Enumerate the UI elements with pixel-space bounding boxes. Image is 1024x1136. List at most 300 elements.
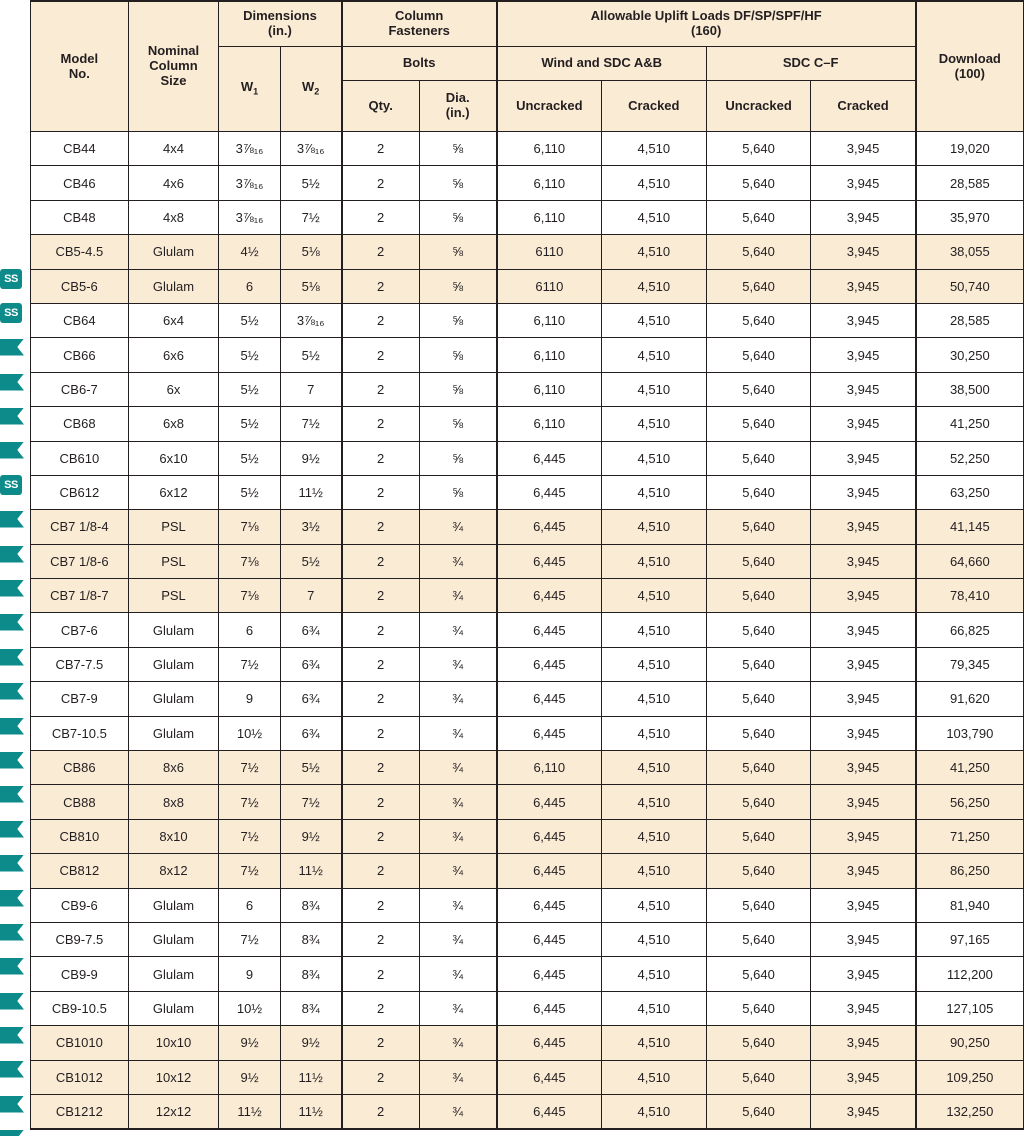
cell-w1: 6 [219,888,280,922]
cell-bolt-dia: ⅝ [419,372,497,406]
cell-w1: 7⅛ [219,544,280,578]
cell-sdc-cracked: 3,945 [811,716,916,750]
cell-bolt-dia: ¾ [419,751,497,785]
cell-nominal-size: 12x12 [128,1094,219,1129]
header-column-fasteners-line2: Fasteners [388,23,450,38]
cell-download: 71,250 [916,819,1024,853]
header-dimensions-line1: Dimensions [243,8,317,24]
table-row [31,235,1024,269]
header-w1 [219,47,280,132]
cell-nominal-size: Glulam [128,957,219,991]
cell-wind-cracked: 4,510 [601,785,706,819]
cell-download: 81,940 [916,888,1024,922]
cell-sdc-cracked: 3,945 [811,441,916,475]
cell-w2: 8¾ [280,922,341,956]
cell-w1: 9 [219,957,280,991]
cell-wind-cracked: 4,510 [601,716,706,750]
table-row [31,785,1024,819]
cell-wind-uncracked: 6,110 [497,132,602,166]
cell-wind-uncracked: 6,445 [497,613,602,647]
cell-download: 90,250 [916,1026,1024,1060]
cell-bolt-dia: ⅝ [419,475,497,509]
cell-w1: 7½ [219,647,280,681]
cell-w1: 9½ [219,1060,280,1094]
download-flag-icon [0,339,24,356]
table-row [31,269,1024,303]
cell-w1: 5½ [219,303,280,337]
cell-bolt-qty: 2 [342,235,420,269]
header-allowable-uplift [497,1,916,47]
cell-sdc-uncracked: 5,640 [706,132,811,166]
cell-w2: 7 [280,579,341,613]
cell-w2: 3⅞₁₆ [280,303,341,337]
cell-sdc-uncracked: 5,640 [706,407,811,441]
header-sdc-cracked [811,81,916,132]
cell-wind-uncracked: 6,445 [497,475,602,509]
cell-wind-uncracked: 6,445 [497,854,602,888]
header-uplift-line2: (160) [691,23,722,38]
marker-gutter [0,0,30,1136]
cell-bolt-qty: 2 [342,475,420,509]
cell-bolt-dia: ¾ [419,510,497,544]
download-flag-icon [0,374,24,391]
header-nominal-column-size [128,1,219,132]
cell-bolt-qty: 2 [342,579,420,613]
cell-sdc-cracked: 3,945 [811,200,916,234]
header-download-line1: Download [938,50,1001,66]
cell-download: 79,345 [916,647,1024,681]
cell-wind-cracked: 4,510 [601,647,706,681]
table-row [31,166,1024,200]
cell-bolt-dia: ⅝ [419,200,497,234]
cell-wind-cracked: 4,510 [601,200,706,234]
cell-model-no: CB1012 [31,1060,129,1094]
table-row [31,510,1024,544]
download-flag-icon [0,752,24,769]
header-uplift-line1: Allowable Uplift Loads DF/SP/SPF/HF [590,8,822,24]
cell-download: 97,165 [916,922,1024,956]
cell-wind-uncracked: 6,445 [497,819,602,853]
cell-nominal-size: 6x12 [128,475,219,509]
table-row [31,303,1024,337]
cell-sdc-cracked: 3,945 [811,647,916,681]
header-bolts [342,47,497,81]
table-row [31,613,1024,647]
cell-bolt-dia: ⅝ [419,303,497,337]
cell-sdc-cracked: 3,945 [811,407,916,441]
cell-bolt-dia: ¾ [419,854,497,888]
cell-nominal-size: 6x [128,372,219,406]
cell-sdc-cracked: 3,945 [811,1094,916,1129]
cell-bolt-dia: ⅝ [419,235,497,269]
cell-w2: 11½ [280,1060,341,1094]
header-sdc-cf-label: SDC C–F [782,55,839,71]
cell-wind-cracked: 4,510 [601,132,706,166]
download-flag-icon [0,546,24,563]
cell-bolt-dia: ⅝ [419,441,497,475]
cell-download: 38,055 [916,235,1024,269]
cell-model-no: CB68 [31,407,129,441]
cell-sdc-uncracked: 5,640 [706,991,811,1025]
cell-bolt-dia: ¾ [419,991,497,1025]
cell-model-no: CB5-6 [31,269,129,303]
cell-wind-uncracked: 6,445 [497,991,602,1025]
download-flag-icon [0,718,24,735]
download-flag-icon [0,511,24,528]
cell-bolt-qty: 2 [342,888,420,922]
cell-model-no: CB7-6 [31,613,129,647]
cell-sdc-cracked: 3,945 [811,303,916,337]
cell-wind-uncracked: 6,445 [497,1094,602,1129]
cell-nominal-size: Glulam [128,613,219,647]
cell-sdc-cracked: 3,945 [811,132,916,166]
header-bolt-qty-label: Qty. [368,97,393,113]
cell-bolt-qty: 2 [342,1026,420,1060]
cell-bolt-dia: ¾ [419,819,497,853]
cell-wind-uncracked: 6,110 [497,407,602,441]
cell-sdc-uncracked: 5,640 [706,1026,811,1060]
cell-bolt-qty: 2 [342,751,420,785]
download-flag-icon [0,1027,24,1044]
cell-wind-uncracked: 6,445 [497,510,602,544]
cell-bolt-qty: 2 [342,303,420,337]
cell-model-no: CB812 [31,854,129,888]
table-row [31,716,1024,750]
download-flag-icon [0,855,24,872]
download-flag-icon [0,408,24,425]
cell-download: 109,250 [916,1060,1024,1094]
cell-wind-uncracked: 6,445 [497,682,602,716]
header-w2-sub: 2 [314,87,320,98]
cell-download: 132,250 [916,1094,1024,1129]
header-nominal-line2: Column [149,58,198,74]
download-flag-icon [0,442,24,459]
download-flag-icon [0,924,24,941]
cell-nominal-size: Glulam [128,647,219,681]
cell-wind-cracked: 4,510 [601,166,706,200]
cell-wind-cracked: 4,510 [601,922,706,956]
cell-nominal-size: PSL [128,579,219,613]
cell-w1: 7½ [219,819,280,853]
cell-download: 30,250 [916,338,1024,372]
cell-sdc-cracked: 3,945 [811,475,916,509]
table-row [31,132,1024,166]
download-flag-icon [0,890,24,907]
cell-sdc-uncracked: 5,640 [706,647,811,681]
cell-w2: 11½ [280,475,341,509]
cell-bolt-qty: 2 [342,407,420,441]
cell-wind-cracked: 4,510 [601,819,706,853]
cell-download: 86,250 [916,854,1024,888]
cell-nominal-size: 6x4 [128,303,219,337]
table-row [31,1026,1024,1060]
cell-download: 41,250 [916,751,1024,785]
cell-bolt-dia: ¾ [419,957,497,991]
cell-sdc-cracked: 3,945 [811,682,916,716]
cell-bolt-qty: 2 [342,372,420,406]
cell-wind-cracked: 4,510 [601,991,706,1025]
cell-nominal-size: Glulam [128,991,219,1025]
cell-bolt-dia: ¾ [419,544,497,578]
cell-bolt-dia: ⅝ [419,269,497,303]
cell-wind-cracked: 4,510 [601,1060,706,1094]
cell-model-no: CB7-7.5 [31,647,129,681]
cell-w2: 6¾ [280,613,341,647]
cell-sdc-uncracked: 5,640 [706,785,811,819]
download-flag-icon [0,958,24,975]
cell-nominal-size: 8x6 [128,751,219,785]
cell-model-no: CB7 1/8-6 [31,544,129,578]
cell-download: 103,790 [916,716,1024,750]
cell-model-no: CB5-4.5 [31,235,129,269]
cell-download: 19,020 [916,132,1024,166]
table-row [31,819,1024,853]
cell-sdc-cracked: 3,945 [811,579,916,613]
header-column-fasteners-line1: Column [394,8,444,24]
download-flag-icon [0,993,24,1010]
cell-nominal-size: Glulam [128,682,219,716]
cell-nominal-size: 4x6 [128,166,219,200]
cell-w2: 5½ [280,751,341,785]
header-wind-sdc-ab [497,47,706,81]
cell-bolt-qty: 2 [342,1060,420,1094]
cell-wind-uncracked: 6110 [497,235,602,269]
cell-sdc-uncracked: 5,640 [706,166,811,200]
cell-bolt-dia: ¾ [419,1094,497,1129]
cell-download: 64,660 [916,544,1024,578]
header-dimensions [219,1,342,47]
cell-download: 112,200 [916,957,1024,991]
cell-sdc-uncracked: 5,640 [706,544,811,578]
table-body [31,132,1024,1130]
cell-wind-cracked: 4,510 [601,1026,706,1060]
table-row [31,854,1024,888]
cell-bolt-qty: 2 [342,200,420,234]
cell-sdc-uncracked: 5,640 [706,716,811,750]
header-dimensions-line2: (in.) [268,23,292,38]
table-row [31,579,1024,613]
cell-model-no: CB86 [31,751,129,785]
cell-sdc-uncracked: 5,640 [706,1094,811,1129]
cell-wind-uncracked: 6,445 [497,647,602,681]
cell-w1: 5½ [219,338,280,372]
cell-model-no: CB1010 [31,1026,129,1060]
cell-sdc-uncracked: 5,640 [706,269,811,303]
header-sdc-cracked-label: Cracked [837,97,889,113]
cell-wind-cracked: 4,510 [601,441,706,475]
cell-sdc-uncracked: 5,640 [706,303,811,337]
cell-nominal-size: 10x12 [128,1060,219,1094]
cell-bolt-qty: 2 [342,613,420,647]
table-row [31,647,1024,681]
stainless-steel-badge: SS [0,303,22,323]
header-w2 [280,47,341,132]
cell-sdc-uncracked: 5,640 [706,200,811,234]
cell-bolt-dia: ¾ [419,716,497,750]
table-row [31,922,1024,956]
cell-wind-cracked: 4,510 [601,407,706,441]
table-row [31,407,1024,441]
cell-sdc-cracked: 3,945 [811,235,916,269]
cell-w1: 7½ [219,854,280,888]
cell-nominal-size: 10x10 [128,1026,219,1060]
cell-sdc-uncracked: 5,640 [706,854,811,888]
cell-wind-cracked: 4,510 [601,269,706,303]
header-nominal-line1: Nominal [147,43,200,59]
cell-bolt-dia: ¾ [419,647,497,681]
cell-model-no: CB88 [31,785,129,819]
cell-w1: 5½ [219,441,280,475]
cell-w1: 9½ [219,1026,280,1060]
cell-model-no: CB64 [31,303,129,337]
cell-sdc-cracked: 3,945 [811,269,916,303]
cell-nominal-size: Glulam [128,235,219,269]
cell-model-no: CB9-7.5 [31,922,129,956]
table-row [31,991,1024,1025]
cell-sdc-uncracked: 5,640 [706,235,811,269]
cell-model-no: CB7-10.5 [31,716,129,750]
cell-nominal-size: 4x8 [128,200,219,234]
header-nominal-line3: Size [160,72,187,88]
cell-download: 28,585 [916,303,1024,337]
download-flag-icon [0,614,24,631]
header-bolt-dia-line2: (in.) [445,105,470,120]
header-model-no-line2: No. [68,65,90,81]
cell-bolt-qty: 2 [342,785,420,819]
table-row [31,441,1024,475]
cell-sdc-cracked: 3,945 [811,991,916,1025]
cell-bolt-qty: 2 [342,132,420,166]
table-row [31,682,1024,716]
cell-sdc-uncracked: 5,640 [706,922,811,956]
cell-bolt-qty: 2 [342,957,420,991]
cell-wind-cracked: 4,510 [601,235,706,269]
cell-sdc-cracked: 3,945 [811,785,916,819]
table-row [31,372,1024,406]
cell-nominal-size: 6x6 [128,338,219,372]
cell-wind-uncracked: 6110 [497,269,602,303]
cell-wind-uncracked: 6,110 [497,372,602,406]
cell-w2: 8¾ [280,957,341,991]
cell-sdc-cracked: 3,945 [811,613,916,647]
cell-bolt-dia: ¾ [419,613,497,647]
header-wind-sdc-ab-label: Wind and SDC A&B [541,55,663,71]
cell-model-no: CB610 [31,441,129,475]
header-wind-uncracked-label: Uncracked [516,97,583,113]
cell-sdc-cracked: 3,945 [811,544,916,578]
table-row [31,544,1024,578]
cell-w1: 7½ [219,922,280,956]
header-column-fasteners [342,1,497,47]
cell-w2: 7½ [280,200,341,234]
cell-wind-uncracked: 6,445 [497,579,602,613]
cell-bolt-qty: 2 [342,338,420,372]
cell-sdc-cracked: 3,945 [811,854,916,888]
cell-wind-cracked: 4,510 [601,475,706,509]
cell-download: 52,250 [916,441,1024,475]
cell-bolt-qty: 2 [342,854,420,888]
table-row [31,338,1024,372]
cell-wind-cracked: 4,510 [601,1094,706,1129]
cell-w1: 6 [219,269,280,303]
header-row-1 [31,1,1024,47]
cell-wind-cracked: 4,510 [601,888,706,922]
cell-w2: 11½ [280,854,341,888]
cell-w1: 10½ [219,716,280,750]
cell-bolt-dia: ⅝ [419,338,497,372]
header-bolt-dia [419,81,497,132]
table-row [31,957,1024,991]
cell-wind-cracked: 4,510 [601,613,706,647]
cell-sdc-cracked: 3,945 [811,751,916,785]
download-flag-icon [0,1096,24,1113]
download-flag-icon [0,786,24,803]
cell-sdc-uncracked: 5,640 [706,579,811,613]
cell-bolt-dia: ¾ [419,1026,497,1060]
cell-w2: 5½ [280,166,341,200]
cell-sdc-uncracked: 5,640 [706,682,811,716]
cell-sdc-cracked: 3,945 [811,338,916,372]
cell-nominal-size: 8x10 [128,819,219,853]
cell-wind-uncracked: 6,445 [497,1060,602,1094]
cell-w1: 9 [219,682,280,716]
cell-w2: 5⅛ [280,269,341,303]
header-wind-cracked [601,81,706,132]
cell-nominal-size: Glulam [128,922,219,956]
header-sdc-uncracked [706,81,811,132]
cell-w2: 11½ [280,1094,341,1129]
cell-wind-cracked: 4,510 [601,372,706,406]
table-row [31,475,1024,509]
cell-sdc-cracked: 3,945 [811,166,916,200]
download-flag-icon [0,1130,24,1136]
cell-download: 35,970 [916,200,1024,234]
cell-download: 63,250 [916,475,1024,509]
download-flag-icon [0,649,24,666]
header-model-no [31,1,129,132]
header-bolts-label: Bolts [402,55,436,71]
cell-sdc-cracked: 3,945 [811,888,916,922]
cell-sdc-cracked: 3,945 [811,510,916,544]
cell-w2: 9½ [280,441,341,475]
cell-wind-uncracked: 6,110 [497,338,602,372]
cell-w2: 8¾ [280,888,341,922]
header-model-no-line1: Model [60,50,99,66]
cell-nominal-size: PSL [128,544,219,578]
cell-w1: 5½ [219,475,280,509]
header-wind-cracked-label: Cracked [628,97,680,113]
cell-model-no: CB9-10.5 [31,991,129,1025]
cell-model-no: CB7 1/8-7 [31,579,129,613]
cell-w2: 5½ [280,338,341,372]
cell-model-no: CB6-7 [31,372,129,406]
cell-bolt-qty: 2 [342,269,420,303]
cell-w1: 4½ [219,235,280,269]
cell-wind-uncracked: 6,445 [497,441,602,475]
cell-bolt-qty: 2 [342,922,420,956]
cell-sdc-uncracked: 5,640 [706,475,811,509]
cell-sdc-uncracked: 5,640 [706,888,811,922]
cell-sdc-cracked: 3,945 [811,1060,916,1094]
allowable-loads-table [30,0,1024,1130]
cell-sdc-cracked: 3,945 [811,372,916,406]
cell-bolt-dia: ⅝ [419,166,497,200]
cell-sdc-cracked: 3,945 [811,1026,916,1060]
cell-wind-uncracked: 6,445 [497,544,602,578]
header-w2-label: W [302,79,315,95]
cell-w1: 7½ [219,785,280,819]
cell-bolt-qty: 2 [342,716,420,750]
